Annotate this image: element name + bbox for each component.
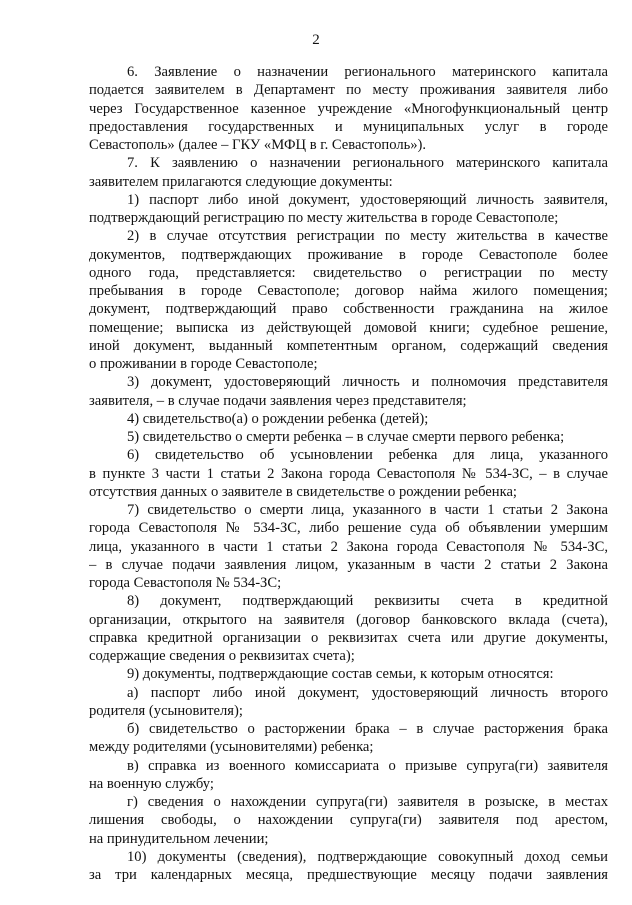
text-line: справка кредитной организации о реквизитах счета или другие документы, xyxy=(89,629,608,646)
text-line: города Севастополя № 534-ЗС; xyxy=(89,575,282,591)
text-line: отсутствия данных о заявителе в свидетельстве о рождении ребенка; xyxy=(89,483,517,500)
text-line: содержащие сведения о реквизитах счета); xyxy=(89,648,355,664)
text-line: через Государственное казенное учреждение «Многофункциональный центр xyxy=(89,100,608,117)
text-line: 4) свидетельство(а) о рождении ребенка (детей); xyxy=(127,410,429,427)
text-line: за три календарных месяца, предшествующие месяцу подачи заявления xyxy=(89,867,608,883)
text-line: лишения свободы, о нахождении супруга(ги) заявителя под арестом, xyxy=(89,812,608,829)
text-line: иной документ, выданный компетентным органом, содержащий сведения xyxy=(89,337,608,354)
text-line: документов, подтверждающих проживание в городе Севастополе более xyxy=(89,246,608,263)
text-line: организации, открытого на заявителя (договор банковского вклада (счета), xyxy=(89,611,608,628)
text-line: 1) паспорт либо иной документ, удостоверяющий личность заявителя, xyxy=(127,191,608,208)
text-line: – в случае подачи заявления лицом, указанным в части 2 статьи 2 Закона xyxy=(89,556,608,573)
text-line: 9) документы, подтверждающие состав семьи, к которым относятся: xyxy=(127,666,554,683)
text-line: предоставления государственных и муниципальных услуг в городе xyxy=(89,118,608,135)
text-line: 10) документы (сведения), подтверждающие совокупный доход семьи xyxy=(127,848,608,865)
text-line: г) сведения о нахождении супруга(ги) заявителя в розыске, в местах xyxy=(127,794,608,810)
text-line: о проживании в городе Севастополе; xyxy=(89,356,318,372)
text-line: документ, подтверждающий право собственности гражданина на жилое xyxy=(89,301,608,318)
text-line: города Севастополя № 534-ЗС, либо решение суда об объявлении умершим xyxy=(89,520,608,537)
text-line: 6. Заявление о назначении регионального материнского капитала xyxy=(127,64,608,80)
text-line: 8) документ, подтверждающий реквизиты счета в кредитной xyxy=(127,593,608,610)
text-line: 7) свидетельство о смерти лица, указанного в части 1 статьи 2 Закона xyxy=(127,502,608,518)
text-line: в пункте 3 части 1 статьи 2 Закона города Севастополя № 534-ЗС, – в случае xyxy=(89,465,608,482)
text-line: б) свидетельство о расторжении брака – в случае расторжения брака xyxy=(127,721,608,737)
text-line: подтверждающий регистрацию по месту жительства в городе Севастополе; xyxy=(89,210,559,226)
text-line: 5) свидетельство о смерти ребенка – в случае смерти первого ребенка; xyxy=(127,429,565,445)
document-body xyxy=(89,63,608,884)
text-line: заявителя, – в случае подачи заявления через представителя; xyxy=(89,392,467,409)
text-line: подается заявителем в Департамент по месту проживания заявителя либо xyxy=(89,82,608,99)
text-line: 7. К заявлению о назначении регионального материнского капитала xyxy=(127,155,608,172)
text-line: Севастополь» (далее – ГКУ «МФЦ в г. Севастополь»). xyxy=(89,137,427,153)
text-line: заявителем прилагаются следующие документы: xyxy=(89,173,393,190)
text-line: а) паспорт либо иной документ, удостоверяющий личность второго xyxy=(127,684,608,701)
text-line: пребывания в городе Севастополе; договор найма жилого помещения; xyxy=(89,283,608,299)
text-line: между родителями (усыновителями) ребенка; xyxy=(89,739,374,756)
text-line: лица, указанного в части 1 статьи 2 Закона города Севастополя № 534-ЗС, xyxy=(89,538,608,555)
text-line: помещение; выписка из действующей домовой книги; судебное решение, xyxy=(89,319,608,336)
text-line: 2) в случае отсутствия регистрации по месту жительства в качестве xyxy=(127,228,608,245)
page-number: 2 xyxy=(312,32,320,48)
text-line: одного года, представляется: свидетельство о регистрации по месту xyxy=(89,264,608,281)
text-line: на военную службу; xyxy=(89,775,214,792)
text-line: родителя (усыновителя); xyxy=(89,702,243,719)
text-line: 6) свидетельство об усыновлении ребенка для лица, указанного xyxy=(127,447,608,464)
text-line: 3) документ, удостоверяющий личность и полномочия представителя xyxy=(127,374,608,391)
text-line: в) справка из военного комиссариата о призыве супруга(ги) заявителя xyxy=(127,757,608,774)
text-line: на принудительном лечении; xyxy=(89,830,269,847)
